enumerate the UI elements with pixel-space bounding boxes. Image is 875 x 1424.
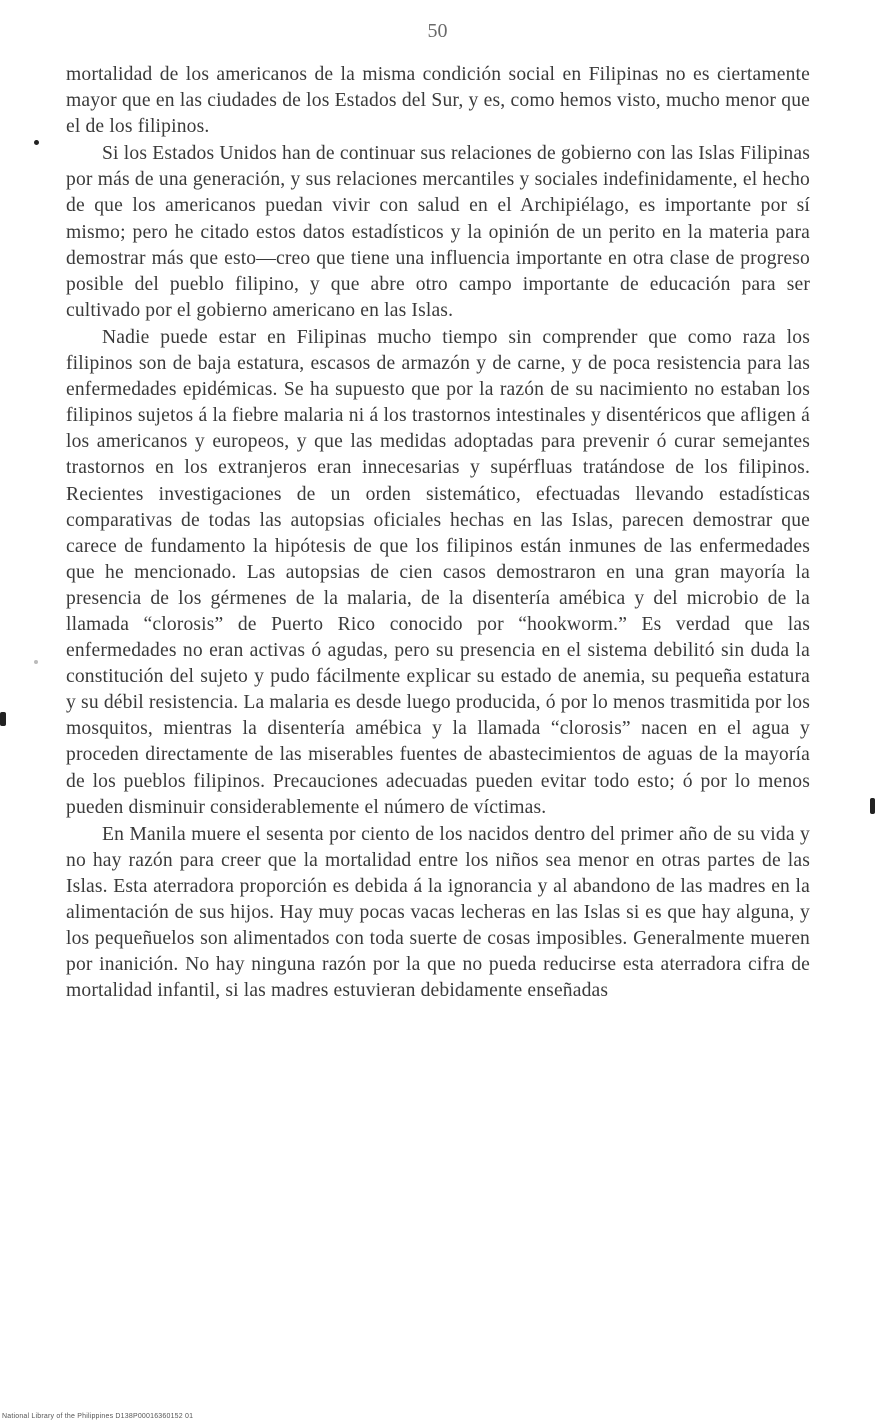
paragraph-infant-mortality: En Manila muere el sesenta por ciento de los nacidos dentro del primer año de su vida y no hay razón para creer que la mortalidad entre los niños sea menor en otras partes de las Islas. Esta aterradora proporción es debida á la ignorancia y al abandono de las madres en la alimentación de sus hijos. Hay muy pocas vacas lecheras en las Islas si es que hay alguna, y los pequeñuelos son alimentados con toda suerte de cosas imposibles. Generalmente mueren por inanición. No hay ninguna razón por la que no pueda reducirse esta aterradora cifra de mortalidad infantil, si las madres estuvieran debidamente enseñadas [66, 823, 810, 1002]
left-edge-mark [0, 712, 6, 726]
body-text [66, 62, 810, 1004]
right-edge-mark [870, 798, 875, 814]
margin-faint-mark [34, 660, 38, 664]
paragraph-continuation: mortalidad de los americanos de la misma condición social en Filipinas no es ciertamente mayor que en las ciudades de los Estados del Sur, y es, como hemos visto, mucho menor que el de los filipinos. [66, 64, 810, 138]
margin-dot-mark [34, 140, 39, 145]
paragraph-relations: Si los Estados Unidos han de continuar sus relaciones de gobierno con las Islas Filipinas por más de una generación, y sus relaciones mercantiles y sociales indefinidamente, el hecho de que los americanos puedan vivir con salud en el Archipiélago, es importante por sí mismo; pero he citado estos datos estadísticos y la opinión de un perito en la materia para demostrar más que esto—creo que tiene una influencia importante en otra clase de progreso posible del pueblo filipino, y que abre otro campo importante de educación para ser cultivado por el gobierno americano en las Islas. [66, 143, 810, 321]
page-number: 50 [427, 20, 448, 42]
scan-footer-credit: National Library of the Philippines D138P00016360152 01 [2, 1413, 194, 1420]
paragraph-diseases: Nadie puede estar en Filipinas mucho tiempo sin comprender que como raza los filipinos son de baja estatura, escasos de armazón y de carne, y de poca resistencia para las enfermedades epidémicas. Se ha supuesto que por la razón de su nacimiento no estaban los filipinos sujetos á la fiebre malaria ni á los trastornos intestinales y disentéricos que afligen á los americanos y europeos, y que las medidas adoptadas para prevenir ó curar semejantes trastornos en los extranjeros eran innecesarias y supérfluas tratándose de los filipinos. Recientes investigaciones de un orden sistemático, efectuadas llevando estadísticas comparativas de todas las autopsias oficiales hechas en las Islas, parecen demostrar que carece de fundamento la hipótesis de que los filipinos están inmunes de las enfermedades que he mencionado. Las autopsias de cien casos demostraron en una gran mayoría la presencia de los gérmenes de la malaria, de la disentería amébica y del microbio de la llamada “clorosis” de Puerto Rico conocido por “hookworm.” Es verdad que las enfermedades no eran activas ó agudas, pero su presencia en el sistema debilitó sin duda la constitución del sujeto y pudo fácilmente explicar su estado de anemia, su pequeña estatura y su débil resistencia. La malaria es desde luego producida, ó por lo menos trasmitida por los mosquitos, mientras la disentería amébica y la llamada “clorosis” nacen en el agua y proceden directamente de las miserables fuentes de abastecimientos de aguas de la mayoría de los pueblos filipinos. Precauciones adecuadas pueden evitar todo esto; ó por lo menos pueden disminuir considerablemente el número de víctimas. [66, 326, 810, 818]
